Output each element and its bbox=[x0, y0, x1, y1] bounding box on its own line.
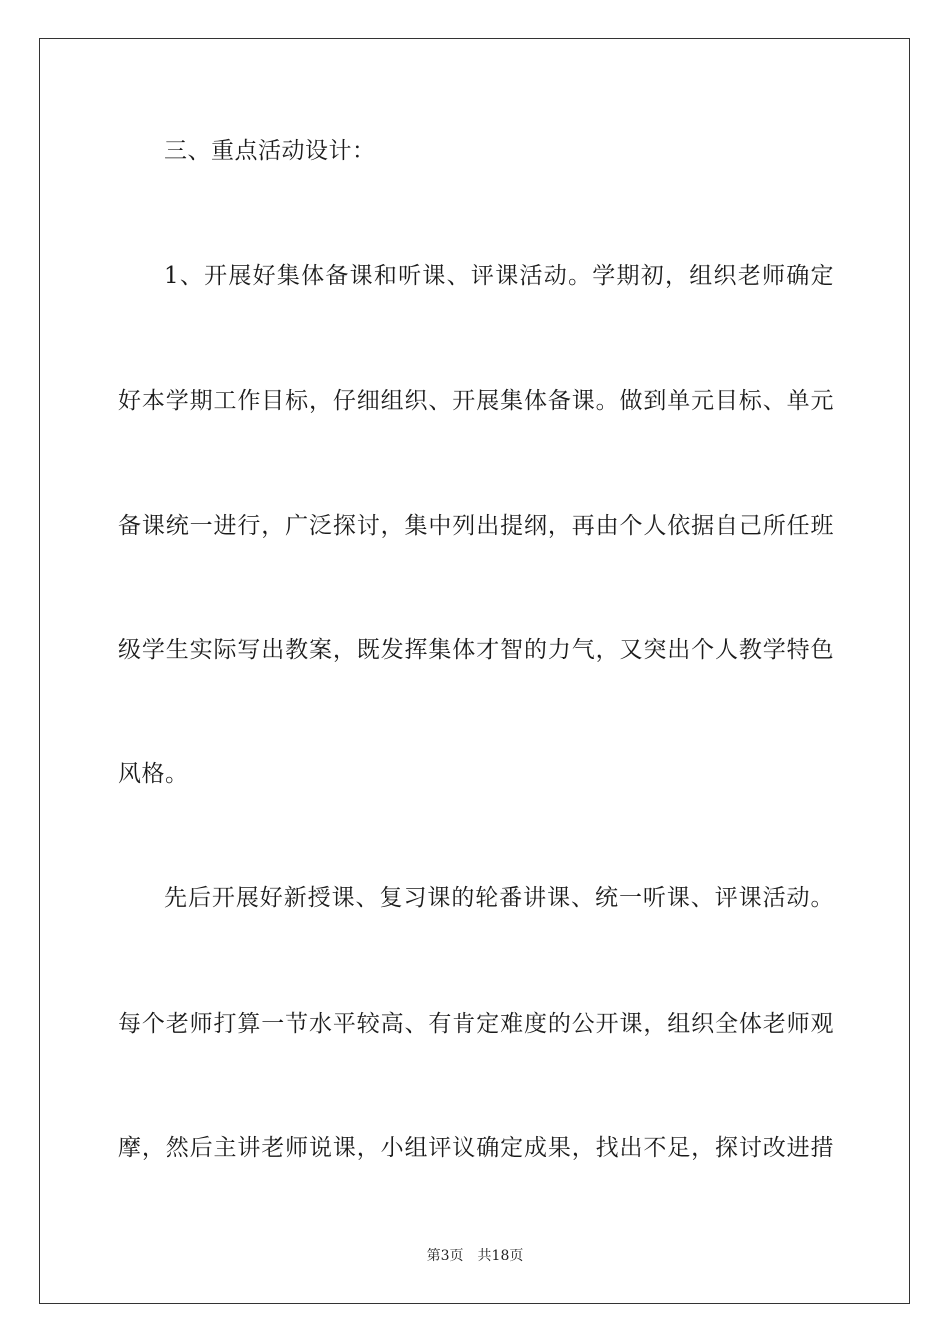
page-number-total: 共18页 bbox=[477, 1248, 524, 1264]
paragraph-line: 风格。 bbox=[118, 761, 189, 787]
paragraph-line: 摩，然后主讲老师说课，小组评议确定成果，找出不足，探讨改进措 bbox=[118, 1135, 834, 1161]
paragraph-line: 每个老师打算一节水平较高、有肯定难度的公开课，组织全体老师观 bbox=[118, 1011, 834, 1037]
paragraph-line: 先后开展好新授课、复习课的轮番讲课、统一听课、评课活动。 bbox=[164, 885, 834, 911]
page-number-current: 第3页 bbox=[426, 1248, 464, 1264]
paragraph-line: 级学生实际写出教案，既发挥集体才智的力气，又突出个人教学特色 bbox=[118, 637, 834, 663]
paragraph-line: 备课统一进行，广泛探讨，集中列出提纲，再由个人依据自己所任班 bbox=[118, 513, 834, 539]
page-footer bbox=[0, 1246, 950, 1266]
paragraph-line: 1、开展好集体备课和听课、评课活动。学期初，组织老师确定 bbox=[164, 263, 834, 289]
page-border bbox=[39, 38, 910, 1304]
paragraph-line: 好本学期工作目标，仔细组织、开展集体备课。做到单元目标、单元 bbox=[118, 388, 834, 414]
section-heading: 三、重点活动设计： bbox=[164, 138, 376, 164]
